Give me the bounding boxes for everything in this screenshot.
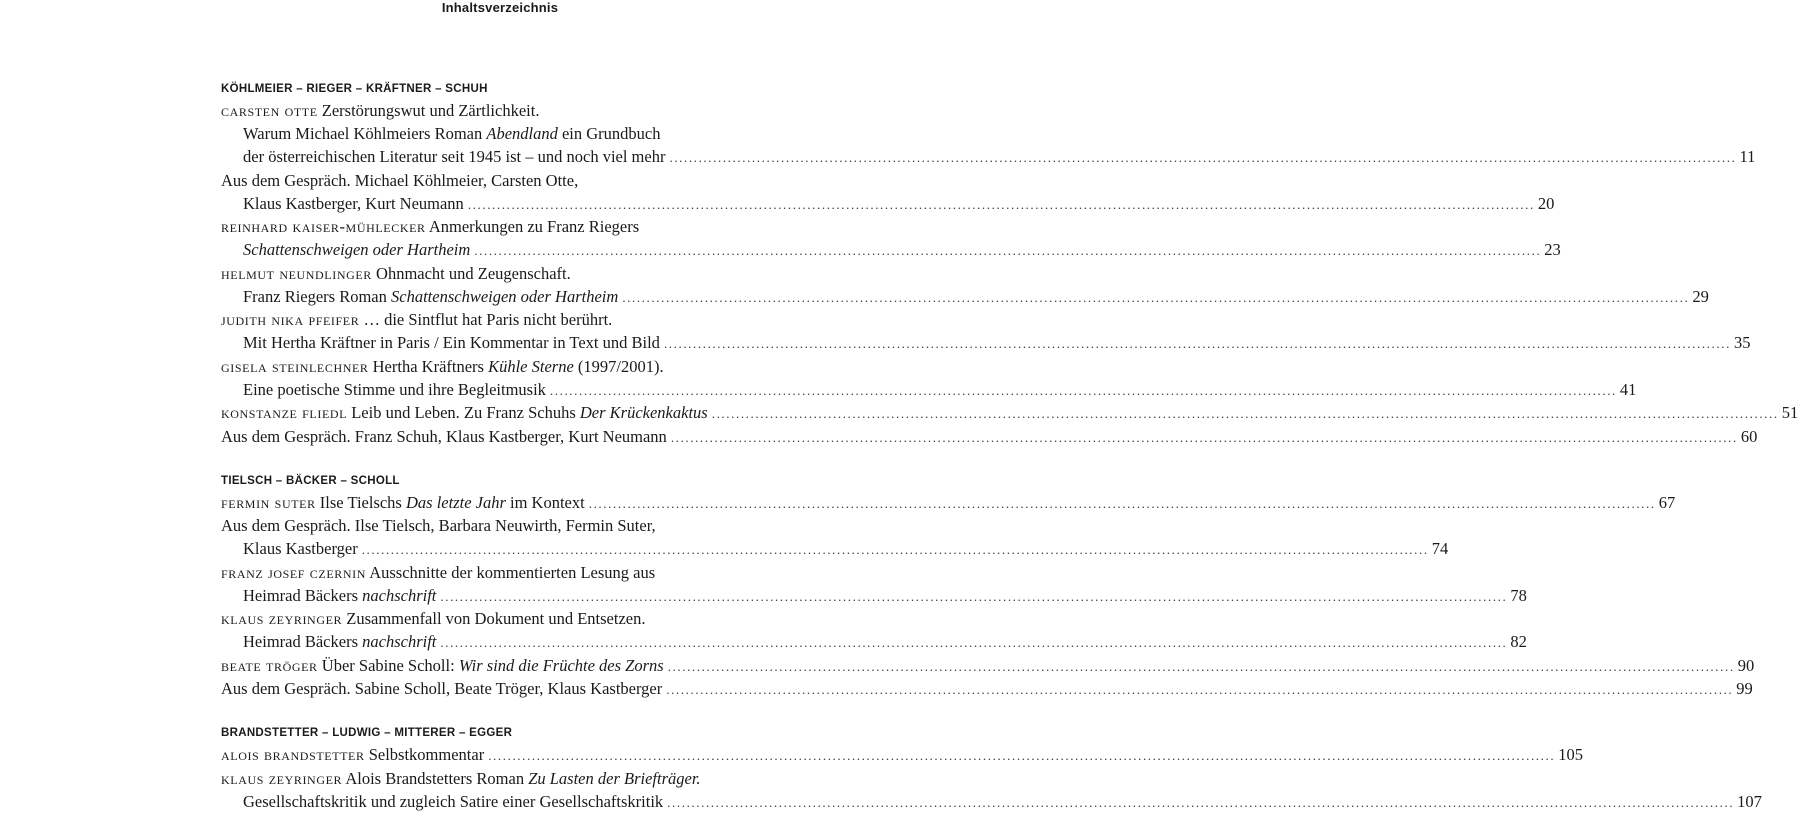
- dot-leader: ............................................................................................................................................................................................................................: [667, 794, 1735, 810]
- toc-entry[interactable]: [221, 215, 1561, 261]
- entry-text: [243, 630, 436, 653]
- entry-text: [221, 355, 664, 378]
- entry-title-italic: Der Krückenkaktus: [579, 403, 708, 422]
- toc-entry-line: [221, 561, 779, 584]
- entry-text-segment: … die Sintflut hat Paris nicht berührt.: [359, 310, 613, 329]
- entry-author: klaus zeyringer: [221, 768, 343, 788]
- toc-entry-line: [221, 145, 1756, 168]
- toc-entry-line: [221, 425, 1758, 448]
- entry-text-segment: Klaus Kastberger: [243, 539, 358, 558]
- entry-text-segment: Warum Michael Köhlmeiers Roman: [243, 124, 487, 143]
- toc-entry[interactable]: [221, 677, 1753, 700]
- entry-text: [221, 654, 664, 677]
- entry-text: [243, 145, 665, 168]
- entry-author: reinhard kaiser-mühlecker: [221, 217, 426, 236]
- dot-leader: ............................................................................................................................................................................................................................: [588, 495, 1656, 511]
- entry-text: [221, 491, 585, 514]
- toc-section: [221, 724, 1762, 813]
- dot-leader: ............................................................................................................................................................................................................................: [488, 748, 1556, 763]
- entry-text: [221, 561, 655, 584]
- entry-text-segment: Heimrad Bäckers: [243, 585, 363, 605]
- page-title: Inhaltsverzeichnis: [441, 0, 559, 15]
- toc-entry-line: [221, 677, 1753, 700]
- dot-leader: ............................................................................................................................................................................................................................: [549, 382, 1617, 398]
- page-number: 51: [1781, 403, 1798, 422]
- dot-leader: ............................................................................................................................................................................................................................: [666, 682, 1734, 697]
- page-number: 35: [1733, 333, 1751, 352]
- toc-entry-line: [221, 169, 779, 192]
- entry-text-segment: (1997/2001).: [573, 356, 664, 376]
- entry-text: [243, 192, 464, 215]
- dot-leader: ............................................................................................................................................................................................................................: [670, 429, 1738, 445]
- toc-entry[interactable]: [221, 355, 1637, 401]
- entry-text-segment: Ilse Tielschs: [315, 492, 406, 512]
- toc-entry[interactable]: [221, 99, 1756, 168]
- entry-author: franz josef czernin: [221, 562, 366, 582]
- entry-text: [243, 537, 358, 560]
- page-number: 90: [1737, 655, 1755, 675]
- dot-leader: ............................................................................................................................................................................................................................: [467, 196, 1535, 212]
- toc-entry-line: [221, 378, 1637, 401]
- toc-entry-line: [221, 355, 779, 378]
- page-number: 107: [1737, 791, 1762, 811]
- entry-title-italic: Kühle Sterne: [488, 356, 574, 376]
- entry-text-segment: Zerstörungswut und Zärtlichkeit.: [317, 101, 540, 120]
- toc-entry[interactable]: [221, 654, 1755, 677]
- dot-leader: ............................................................................................................................................................................................................................: [669, 150, 1737, 165]
- toc-entry-line: [221, 401, 1798, 424]
- entry-text-segment: Aus dem Gespräch. Ilse Tielsch, Barbara Neuwirth, Fermin Suter,: [221, 516, 656, 535]
- dot-leader: ............................................................................................................................................................................................................................: [440, 588, 1508, 604]
- entry-text: [221, 743, 484, 766]
- entry-text: [221, 99, 539, 122]
- entry-text-segment: Ausschnitte der kommentierten Lesung aus: [366, 562, 656, 582]
- toc-entry[interactable]: [221, 743, 1583, 766]
- page-number: 105: [1558, 745, 1583, 764]
- dot-leader: ............................................................................................................................................................................................................................: [474, 243, 1542, 258]
- page-number: 78: [1510, 585, 1527, 605]
- entry-title-italic: Schattenschweigen oder Hartheim: [243, 240, 471, 259]
- toc-entry-line: [221, 630, 1527, 653]
- entry-author: helmut neundlinger: [221, 263, 372, 283]
- entry-text-segment: Über Sabine Scholl:: [317, 655, 459, 675]
- entry-text: [221, 215, 639, 238]
- entry-text: [221, 425, 667, 448]
- section-title: KÖHLMEIER – RIEGER – KRÄFTNER – SCHUH: [221, 83, 488, 95]
- entry-text: [243, 378, 546, 401]
- toc-entry-line: [221, 285, 1709, 308]
- page-number: 29: [1692, 286, 1709, 306]
- page-number: 99: [1736, 679, 1753, 698]
- toc-entry-line: [221, 537, 1449, 560]
- entry-text-segment: Mit Hertha Kräftner in Paris / Ein Kommentar in Text und Bild: [243, 333, 660, 352]
- entry-text: [221, 262, 571, 285]
- entry-text-segment: Eine poetische Stimme und ihre Begleitmusik: [243, 379, 546, 399]
- entry-author: fermin suter: [221, 492, 316, 512]
- toc-section: [221, 472, 1755, 701]
- table-of-contents: [221, 80, 1798, 837]
- entry-text: [243, 331, 660, 354]
- dot-leader: ............................................................................................................................................................................................................................: [663, 336, 1731, 351]
- entry-text-segment: Selbstkommentar: [364, 745, 485, 764]
- toc-entry[interactable]: [221, 491, 1676, 514]
- toc-entry-line: [221, 790, 1762, 813]
- dot-leader: ............................................................................................................................................................................................................................: [361, 542, 1429, 557]
- toc-entry-line: [221, 238, 1561, 261]
- toc-entry-line: [221, 514, 779, 537]
- entry-text: [221, 677, 662, 700]
- entry-title-italic: nachschrift: [362, 585, 437, 605]
- entry-author: judith nika pfeifer: [221, 310, 360, 329]
- toc-entry-line: [221, 331, 1751, 354]
- entry-title-italic: Schattenschweigen oder Hartheim: [391, 286, 619, 306]
- entry-title-italic: Wir sind die Früchte des Zorns: [458, 655, 664, 675]
- entry-author: alois brandstetter: [221, 745, 365, 764]
- toc-entry[interactable]: [221, 607, 1527, 653]
- dot-leader: ............................................................................................................................................................................................................................: [711, 406, 1779, 421]
- entry-text-segment: Hertha Kräftners: [368, 356, 489, 376]
- entry-author: gisela steinlechner: [221, 356, 369, 376]
- entry-text-segment: Aus dem Gespräch. Franz Schuh, Klaus Kastberger, Kurt Neumann: [221, 426, 667, 446]
- entry-author: carsten otte: [221, 101, 318, 120]
- entry-title-italic: Das letzte Jahr: [405, 492, 506, 512]
- toc-entry[interactable]: [221, 514, 1449, 560]
- entry-text: [221, 767, 701, 790]
- toc-entry-line: [221, 99, 779, 122]
- entry-author: konstanze fliedl: [221, 403, 348, 422]
- page-number: 60: [1740, 426, 1758, 446]
- toc-entry-line: [221, 122, 779, 145]
- toc-entry-line: [221, 607, 779, 630]
- toc-entry[interactable]: [221, 561, 1527, 607]
- toc-entry-line: [221, 491, 1676, 514]
- toc-entry[interactable]: [221, 169, 1555, 215]
- toc-entry-line: [221, 743, 1583, 766]
- entry-text: [221, 308, 612, 331]
- entry-text-segment: Alois Brandstetters Roman: [342, 768, 529, 788]
- entry-text-segment: Leib und Leben. Zu Franz Schuhs: [347, 403, 580, 422]
- toc-entry-line: [221, 584, 1527, 607]
- entry-text-segment: Aus dem Gespräch. Sabine Scholl, Beate Tröger, Klaus Kastberger: [221, 679, 663, 698]
- page-number: 74: [1431, 539, 1449, 558]
- page-number: 23: [1544, 240, 1561, 259]
- entry-text-segment: der österreichischen Literatur seit 1945 ist – und noch viel mehr: [243, 147, 666, 166]
- page-number: 67: [1658, 492, 1676, 512]
- section-title: TIELSCH – BÄCKER – SCHOLL: [221, 474, 400, 487]
- entry-title-italic: Zu Lasten der Briefträger.: [528, 768, 701, 788]
- entry-text-segment: Heimrad Bäckers: [243, 632, 363, 651]
- entry-text-segment: Aus dem Gespräch. Michael Köhlmeier, Carsten Otte,: [221, 170, 579, 190]
- entry-text-segment: Klaus Kastberger, Kurt Neumann: [243, 193, 464, 213]
- dot-leader: ............................................................................................................................................................................................................................: [667, 658, 1735, 674]
- entry-text: [221, 514, 656, 537]
- toc-entry-line: [221, 654, 1755, 677]
- entry-text: [221, 401, 708, 424]
- entry-text-segment: Gesellschaftskritik und zugleich Satire einer Gesellschaftskritik: [243, 791, 664, 811]
- toc-entry[interactable]: [221, 262, 1709, 308]
- page-number: 11: [1739, 147, 1756, 166]
- toc-entry-line: [221, 215, 779, 238]
- toc-entry-line: [221, 767, 779, 790]
- toc-entry-line: [221, 262, 779, 285]
- entry-author: beate tröger: [221, 655, 318, 675]
- entry-text: [243, 584, 436, 607]
- entry-text-segment: Zusammenfall von Dokument und Entsetzen.: [342, 609, 646, 628]
- entry-title-italic: Abendland: [486, 124, 558, 143]
- toc-entry-line: [221, 308, 779, 331]
- entry-text: [221, 607, 645, 630]
- dot-leader: ............................................................................................................................................................................................................................: [622, 289, 1690, 305]
- entry-author: klaus zeyringer: [221, 609, 343, 628]
- entry-text-segment: Ohnmacht und Zeugenschaft.: [371, 263, 571, 283]
- page-number: 41: [1619, 379, 1637, 399]
- entry-text-segment: ein Grundbuch: [557, 124, 661, 143]
- toc-entry[interactable]: [221, 767, 1762, 813]
- entry-text: [243, 285, 618, 308]
- section-title: BRANDSTETTER – LUDWIG – MITTERER – EGGER: [221, 727, 513, 739]
- entry-text: [221, 169, 578, 192]
- toc-entry-line: [221, 192, 1555, 215]
- dot-leader: ............................................................................................................................................................................................................................: [440, 635, 1508, 650]
- entry-title-italic: nachschrift: [362, 632, 437, 651]
- entry-text-segment: Franz Riegers Roman: [243, 286, 392, 306]
- entry-text-segment: Anmerkungen zu Franz Riegers: [425, 217, 640, 236]
- entry-text: [243, 122, 661, 145]
- toc-entry[interactable]: [221, 308, 1751, 354]
- entry-text-segment: im Kontext: [505, 492, 585, 512]
- entry-text: [243, 238, 470, 261]
- toc-entry[interactable]: [221, 425, 1758, 448]
- page-number: 20: [1537, 193, 1555, 213]
- entry-text: [243, 790, 663, 813]
- toc-section: [221, 80, 1798, 448]
- toc-entry[interactable]: [221, 401, 1798, 424]
- page-number: 82: [1510, 632, 1527, 651]
